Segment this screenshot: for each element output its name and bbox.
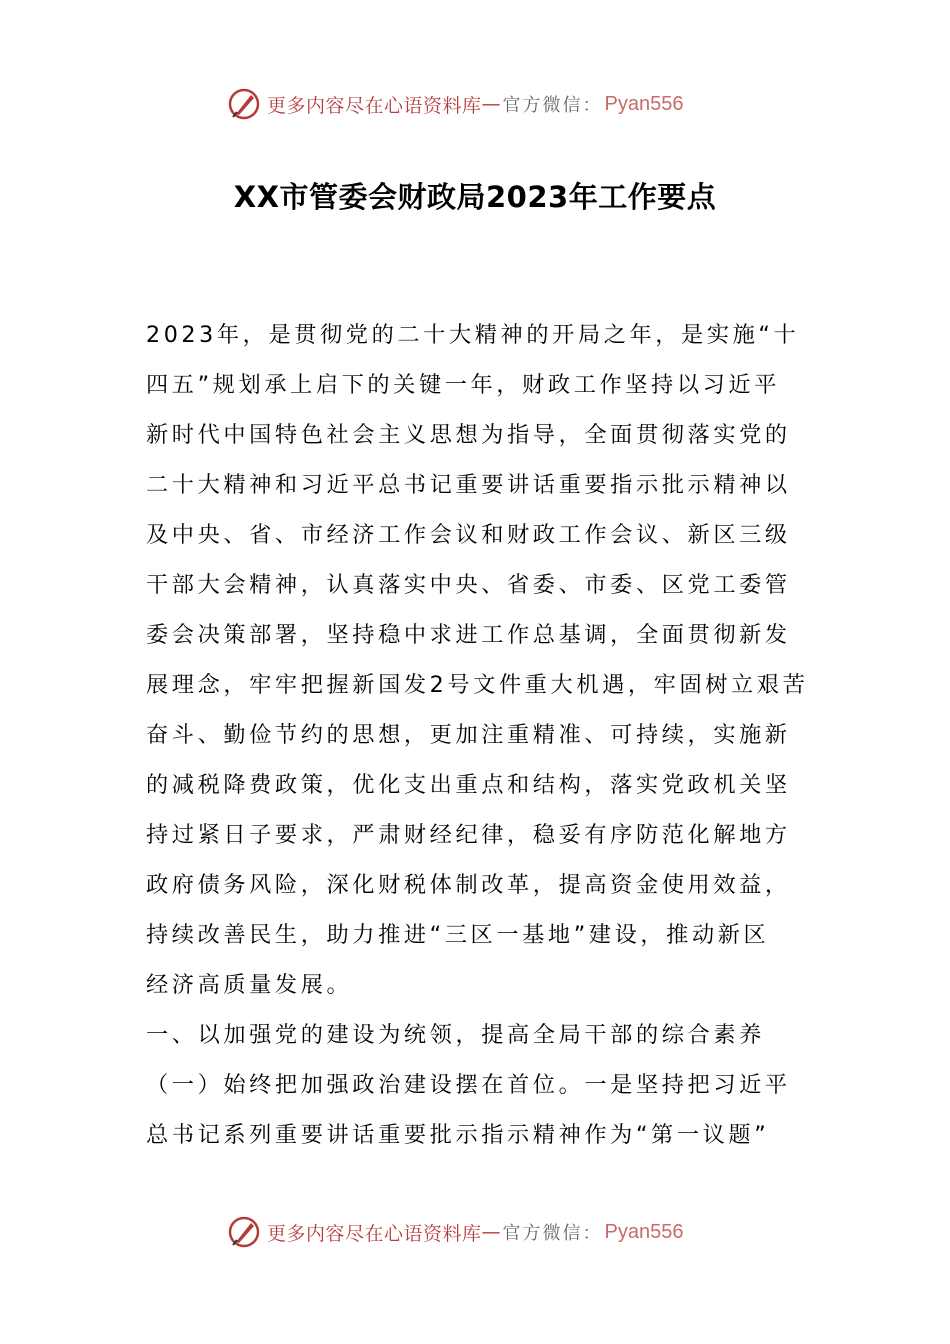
watermark-wechat-label: 官方微信： [502, 1223, 603, 1244]
header-watermark [227, 84, 683, 124]
watermark-dash: — [481, 93, 501, 115]
quill-pen-icon [227, 1215, 261, 1249]
document-title: XX市管委会财政局2023年工作要点 [233, 180, 717, 214]
watermark-dash: — [481, 1221, 501, 1243]
quill-pen-icon [227, 87, 261, 121]
body-paragraph-intro: 2023年，是贯彻党的二十大精神的开局之年，是实施“十 四五”规划承上启下的关键一年，财政工作坚持以习近平 新时代中国特色社会主义思想为指导，全面贯彻落实党的 二十大精神和习近平总书记重要讲话重要指示批示精神以 及中央、省、市经济工作会议和财政工作会议、新区三级 干部大会精神，认真落实中央、省委、市委、区党工委管 委会决策部署，坚持稳中求进工作总基调，全面贯彻新发 展理念，牢牢把握新国发2号文件重大机遇，牢固树立艰苦 奋斗、勤俭节约的思想，更加注重精准、可持续，实施新 的减税降费政策，优化支出重点和结构，落实党政机关坚 持过紧日子要求，严肃财经纪律，稳妥有序防范化解地方 政府债务风险，深化财税体制改革，提高资金使用效益， 持续改善民生，助力推进“三区一基地”建设，推动新区 经济高质量发展。 [146, 322, 809, 998]
watermark-wechat-id: Pyan556 [604, 92, 684, 115]
section-heading-1: 一、以加强党的建设为统领，提高全局干部的综合素养 [146, 1022, 765, 1048]
watermark-site-text: 更多内容尽在心语资料库 [267, 94, 482, 117]
body-paragraph-1-1: （一）始终把加强政治建设摆在首位。一是坚持把习近平 总书记系列重要讲话重要批示指示精神作为“第一议题” [146, 1072, 791, 1148]
footer-watermark [227, 1212, 683, 1252]
watermark-wechat-label: 官方微信： [502, 95, 603, 116]
watermark-wechat-id: Pyan556 [604, 1220, 684, 1243]
watermark-site-text: 更多内容尽在心语资料库 [267, 1222, 482, 1245]
document-body [146, 310, 810, 1160]
